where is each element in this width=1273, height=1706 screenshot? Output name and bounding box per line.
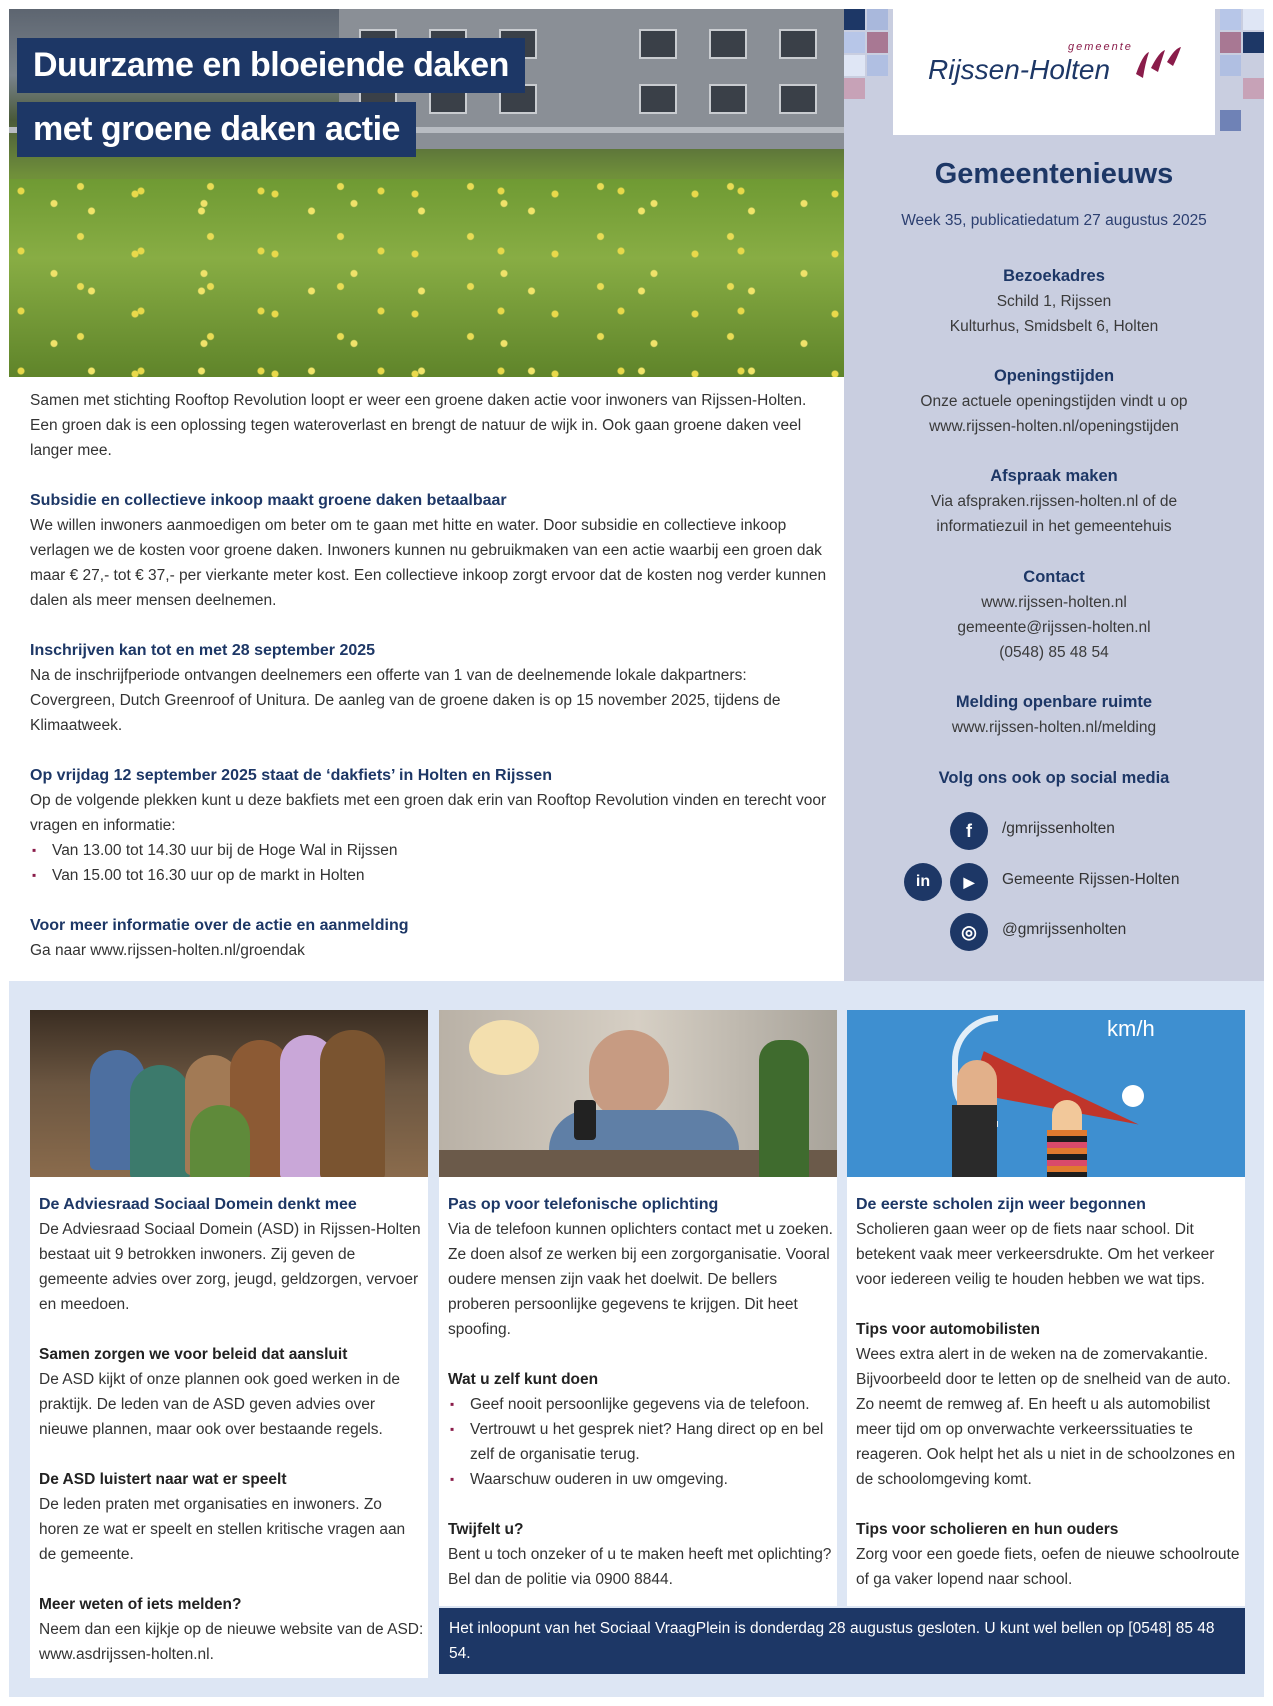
opening-link[interactable]: www.rijssen-holten.nl/openingstijden [929,418,1179,435]
card2-heading-3: Twijfelt u? [448,1521,524,1538]
linkedin-youtube-handle[interactable]: Gemeente Rijssen-Holten [1002,871,1180,888]
opening-hours-block [844,364,1264,439]
deco-square [844,9,865,30]
linkedin-icon[interactable]: in [904,863,942,901]
card-phone-scam [439,1010,837,1606]
article-more-info-link[interactable]: Ga naar www.rijssen-holten.nl/groendak [30,942,305,959]
main-article [30,388,830,963]
card3-title: De eerste scholen zijn weer begonnen [856,1196,1146,1213]
appointment-heading: Afspraak maken [990,467,1118,485]
closure-notice: Het inloopunt van het Sociaal VraagPlein is donderdag 28 augustus gesloten. U kunt wel bellen op [0548] 85 48 54. [439,1608,1245,1674]
card3-paragraph-1: Scholieren gaan weer op de fiets naar school. Dit betekent vaak meer verkeersdrukte. Om het verkeer voor iedereen veilig te houden hebben we wat tips. [856,1221,1215,1288]
logo-mark-icon [1131,44,1191,89]
card1-heading-3: De ASD luistert naar wat er speelt [39,1471,287,1488]
visit-heading: Bezoekadres [1003,267,1105,285]
card2-heading-2: Wat u zelf kunt doen [448,1371,599,1388]
card1-heading-4: Meer weten of iets melden? [39,1596,242,1613]
opening-heading: Openingstijden [993,367,1115,385]
card2-tips-list [448,1392,833,1492]
article-heading-dakfiets: Op vrijdag 12 september 2025 staat de ‘dakfiets’ in Holten en Rijssen [30,767,552,784]
hero-title-line1: Duurzame en bloeiende daken [17,38,525,93]
list-item: ▪ Vertrouwt u het gesprek niet? Hang direct op en bel zelf de organisatie terug. [470,1417,833,1467]
contact-heading: Contact [1023,568,1085,586]
contact-email[interactable]: gemeente@rijssen-holten.nl [957,619,1151,636]
card3-paragraph-2: Wees extra alert in de weken na de zomervakantie. Bijvoorbeeld door te letten op de snelheid van de auto. Zo neemt de remweg af. En heeft u als automobilist meer tijd om op onverwachte verkeerssituaties te reageren. Ook helpt het als u niet in de schoolzones en de schoolomgeving komt. [856,1346,1236,1488]
green-roof-grass [9,179,844,377]
card3-heading-3: Tips voor scholieren en hun ouders [856,1521,1119,1538]
list-item: ▪ Van 13.00 tot 14.30 uur bij de Hoge Wal in Rijssen [52,838,830,863]
card-advisory-council [30,1010,428,1678]
card3-heading-2: Tips voor automobilisten [856,1321,1041,1338]
visit-line-2: Kulturhus, Smidsbelt 6, Holten [949,318,1159,335]
article-intro: Samen met stichting Rooftop Revolution loopt er weer een groene daken actie voor inwoners van Rijssen-Holten. Een groen dak is een oplossing tegen wateroverlast en brengt de natuur de wijk in. Ook gaan groene daken veel langer mee. [30,392,807,459]
article-heading-signup: Inschrijven kan tot en met 28 september 2025 [30,642,376,659]
appointment-line-1: Via afspraken.rijssen-holten.nl of de [930,493,1178,510]
article-heading-more-info: Voor meer informatie over de actie en aanmelding [30,917,409,934]
contact-block [844,565,1264,665]
logo-name: Rijssen-Holten [928,54,1111,85]
logo [893,9,1215,135]
card1-paragraph-3: De leden praten met organisaties en inwoners. Zo horen ze wat er speelt en stellen kritische vragen aan de gemeente. [39,1496,406,1563]
card1-paragraph-4: Neem dan een kijkje op de nieuwe website van de ASD: www.asdrijssen-holten.nl. [39,1621,424,1663]
card3-paragraph-3: Zorg voor een goede fiets, oefen de nieuwe schoolroute of ga vaker lopend naar school. [856,1546,1240,1588]
social-heading: Volg ons ook op social media [938,769,1170,787]
article-paragraph-subsidy: We willen inwoners aanmoedigen om beter om te gaan met hitte en water. Door subsidie en collectieve inkoop verlagen we de kosten voor groene daken. Inwoners kunnen nu gebruikmaken van een actie waarbij een groen dak maar € 27,- tot € 37,- per vierkante meter kost. Een collectieve inkoop zorgt ervoor dat de kosten nog verder kunnen dalen als meer mensen deelnemen. [30,517,827,609]
card1-paragraph-1: De Adviesraad Sociaal Domein (ASD) in Rijssen-Holten bestaat uit 9 betrokken inwoners. Zij geven de gemeente advies over zorg, jeugd, geldzorgen, vervoer en meedoen. [39,1221,421,1313]
card1-title: De Adviesraad Sociaal Domein denkt mee [39,1196,357,1213]
article-paragraph-signup: Na de inschrijfperiode ontvangen deelnemers een offerte van 1 van de deelnemende lokale dakpartners: Covergreen, Dutch Greenroof of Unitura. De aanleg van de groene daken is op 15 november 2025, tijdens de Klimaatweek. [30,667,781,734]
card2-paragraph-1: Via de telefoon kunnen oplichters contact met u zoeken. Ze doen alsof ze werken bij een zorgorganisatie. Vooral oudere mensen zijn vaak het doelwit. De bellers proberen persoonlijke gegevens te krijgen. Dit heet spoofing. [448,1221,833,1338]
publication-date: Week 35, publicatiedatum 27 augustus 2025 [901,212,1207,229]
group-photo [30,1010,428,1177]
appointment-block [844,464,1264,539]
list-item: ▪ Waarschuw ouderen in uw omgeving. [470,1467,833,1492]
report-heading: Melding openbare ruimte [955,693,1153,711]
contact-phone: (0548) 85 48 54 [999,644,1109,661]
kmh-label: km/h [1107,1016,1155,1041]
visit-address-block [844,264,1264,339]
article-heading-subsidy: Subsidie en collectieve inkoop maakt groene daken betaalbaar [30,492,507,509]
facebook-icon[interactable]: f [950,812,988,850]
list-item: ▪ Van 15.00 tot 16.30 uur op de markt in Holten [52,863,830,888]
article-list [30,838,830,888]
report-block [844,690,1264,740]
sidebar-title: Gemeentenieuws [934,158,1174,190]
card1-heading-2: Samen zorgen we voor beleid dat aansluit [39,1346,348,1363]
contact-website[interactable]: www.rijssen-holten.nl [981,594,1127,611]
list-item: ▪ Geef nooit persoonlijke gegevens via de telefoon. [470,1392,833,1417]
card1-paragraph-2: De ASD kijkt of onze plannen ook goed werken in de praktijk. De leden van de ASD geven advies over nieuwe plannen, maar ook over bestaande regels. [39,1371,401,1438]
card-schools [847,1010,1245,1606]
appointment-line-2: informatiezuil in het gemeentehuis [936,518,1172,535]
instagram-handle[interactable]: @gmrijssenholten [1002,921,1127,938]
instagram-icon[interactable]: ◎ [950,913,988,951]
card2-paragraph-3: Bent u toch onzeker of u te maken heeft met oplichting? Bel dan de politie via 0900 8844. [448,1546,832,1588]
opening-line-1: Onze actuele openingstijden vindt u op [920,393,1188,410]
report-link[interactable]: www.rijssen-holten.nl/melding [951,719,1157,736]
hero-title-line2: met groene daken actie [17,102,416,157]
card2-title: Pas op voor telefonische oplichting [448,1196,719,1213]
logo-small-text: gemeente [1068,41,1133,53]
senior-phone-photo [439,1010,837,1177]
visit-line-1: Schild 1, Rijssen [996,293,1112,310]
youtube-icon[interactable]: ▶ [950,863,988,901]
facebook-handle[interactable]: /gmrijssenholten [1002,820,1115,837]
article-paragraph-dakfiets: Op de volgende plekken kunt u deze bakfiets met een groen dak erin van Rooftop Revolution vinden en terecht voor vragen en informatie: [30,792,827,834]
speedometer-kids-photo [847,1010,1245,1177]
